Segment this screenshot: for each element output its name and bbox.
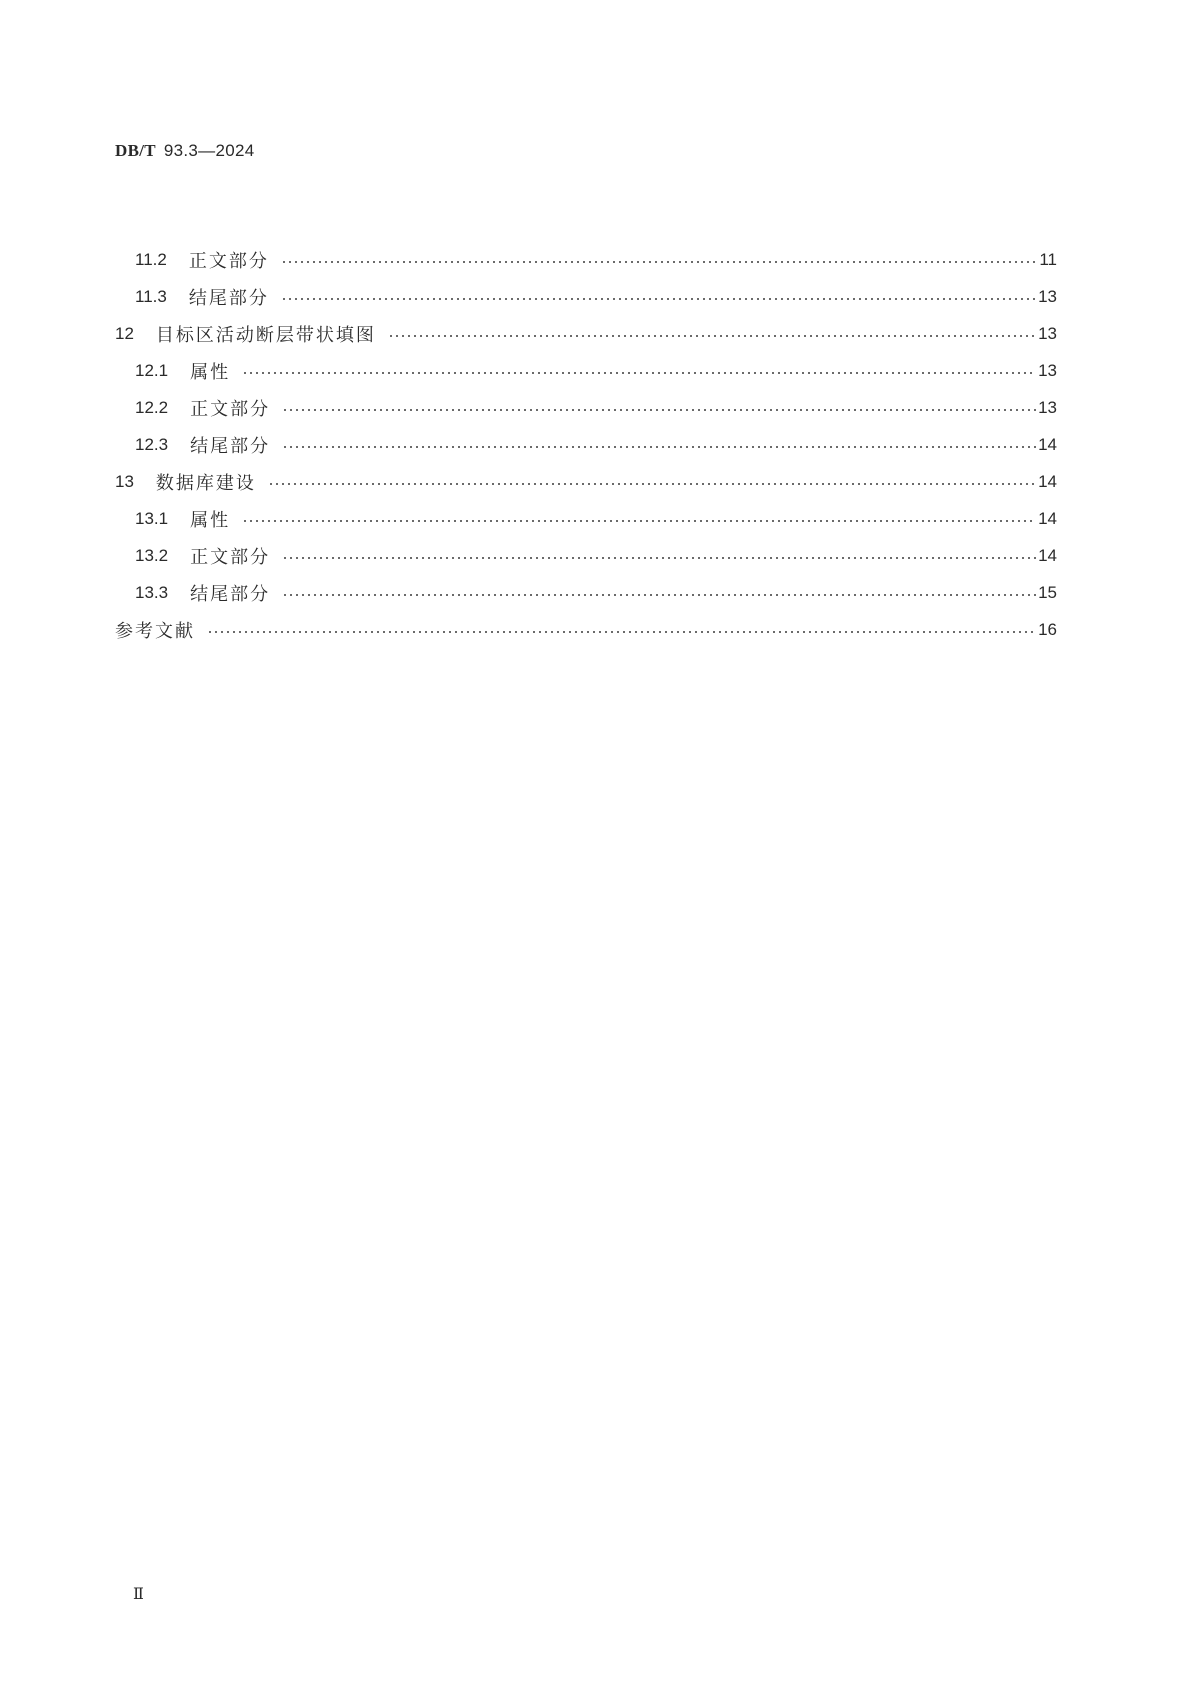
toc-leader-dots [281, 298, 1036, 300]
toc-leader-dots [207, 631, 1036, 633]
toc-entry-number: 11.3 [135, 286, 167, 306]
toc-entry-page: 14 [1038, 508, 1057, 528]
toc-leader-dots [282, 446, 1036, 448]
toc-entry[interactable] [115, 537, 1057, 574]
toc-entry-page: 13 [1038, 323, 1057, 343]
toc-entry[interactable] [115, 241, 1057, 278]
toc-entry[interactable] [115, 278, 1057, 315]
toc-leader-dots [268, 483, 1036, 485]
toc-entry-page: 13 [1038, 397, 1057, 417]
toc-entry-title: 数据库建设 [155, 472, 256, 494]
toc-entry[interactable] [115, 426, 1057, 463]
page-number: Ⅱ [133, 1584, 144, 1603]
toc-entry-number: 13 [115, 471, 134, 491]
toc-entry-title: 结尾部分 [188, 287, 269, 309]
toc-entry[interactable] [115, 463, 1057, 500]
toc-entry-number: 13.3 [135, 582, 169, 602]
standard-code: DB/T [115, 141, 156, 160]
toc-entry-page: 11 [1039, 249, 1057, 269]
toc-entry-number: 12.3 [135, 434, 169, 454]
toc-entry-page: 14 [1038, 545, 1057, 565]
document-header [115, 141, 255, 161]
toc-entry[interactable] [115, 315, 1057, 352]
toc-leader-dots [281, 261, 1038, 263]
toc-entry-page: 14 [1038, 434, 1057, 454]
toc-entry[interactable] [115, 611, 1057, 648]
toc-entry-page: 16 [1038, 619, 1057, 639]
toc-entry-number: 12.2 [135, 397, 169, 417]
toc-leader-dots [388, 335, 1036, 337]
toc-entry-title: 正文部分 [190, 546, 271, 568]
toc-entry-page: 15 [1038, 582, 1057, 602]
toc-leader-dots [282, 409, 1036, 411]
toc-entry[interactable] [115, 389, 1057, 426]
toc-entry[interactable] [115, 500, 1057, 537]
toc-entry-page: 14 [1038, 471, 1057, 491]
toc-entry-number: 13.1 [135, 508, 169, 528]
toc-entry-page: 13 [1038, 286, 1057, 306]
toc-entry-title: 属性 [190, 361, 231, 383]
toc-entry-page: 13 [1038, 360, 1057, 380]
toc-leader-dots [282, 594, 1036, 596]
toc-entry-title: 结尾部分 [190, 435, 271, 457]
table-of-contents [115, 241, 1057, 648]
toc-entry[interactable] [115, 574, 1057, 611]
toc-leader-dots [282, 557, 1036, 559]
toc-entry-number: 12 [115, 323, 134, 343]
toc-entry-number: 13.2 [135, 545, 169, 565]
toc-leader-dots [242, 372, 1036, 374]
toc-entry-title: 参考文献 [115, 620, 195, 642]
toc-entry[interactable] [115, 352, 1057, 389]
toc-entry-title: 目标区活动断层带状填图 [155, 324, 376, 346]
toc-entry-number: 12.1 [135, 360, 169, 380]
toc-entry-title: 属性 [190, 509, 231, 531]
toc-entry-title: 正文部分 [188, 250, 269, 272]
toc-leader-dots [242, 520, 1036, 522]
toc-entry-title: 正文部分 [190, 398, 271, 420]
toc-entry-number: 11.2 [135, 249, 167, 269]
standard-number: 93.3—2024 [163, 141, 255, 160]
toc-entry-title: 结尾部分 [190, 583, 271, 605]
